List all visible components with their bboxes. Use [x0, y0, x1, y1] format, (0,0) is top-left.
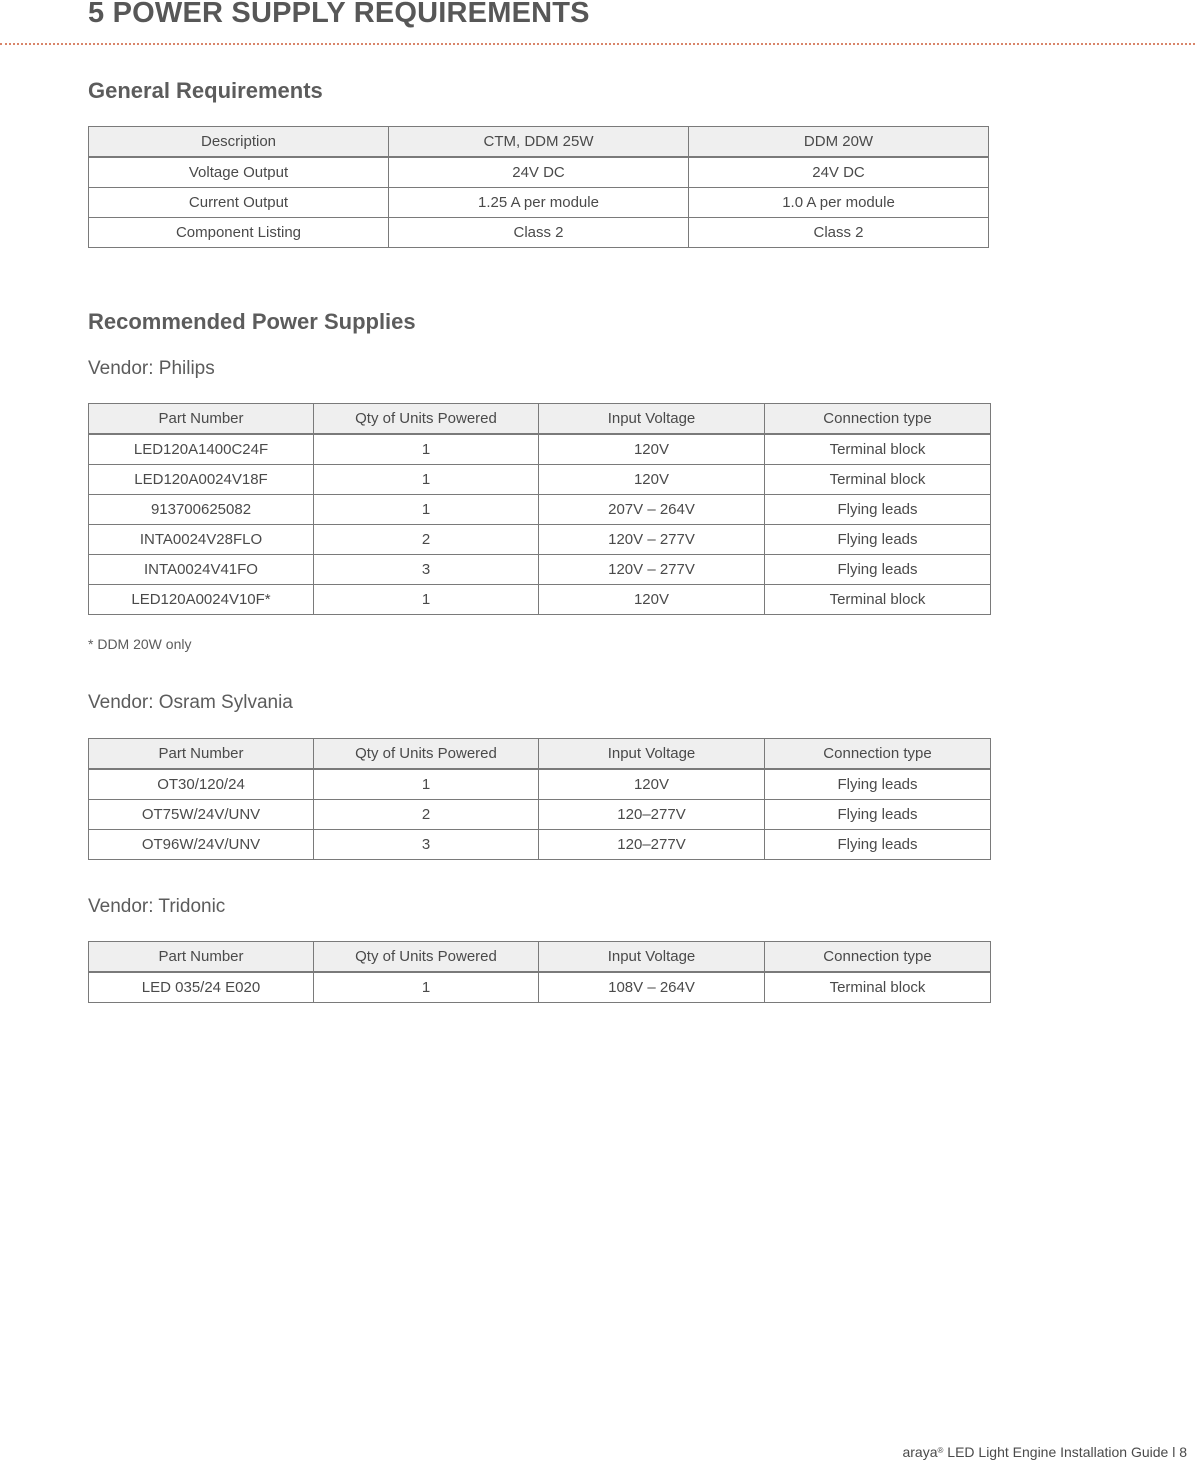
- table-cell: Terminal block: [765, 972, 991, 1003]
- table-row: [89, 800, 991, 830]
- table-cell: 1.0 A per module: [689, 188, 989, 218]
- column-header: Qty of Units Powered: [314, 942, 539, 973]
- table-header-row: [89, 739, 991, 770]
- table-cell: OT75W/24V/UNV: [89, 800, 314, 830]
- table-header-row: [89, 942, 991, 973]
- table-cell: 913700625082: [89, 495, 314, 525]
- table-cell: Flying leads: [765, 555, 991, 585]
- table-cell: LED 035/24 E020: [89, 972, 314, 1003]
- column-header: Qty of Units Powered: [314, 739, 539, 770]
- table-cell: LED120A0024V18F: [89, 465, 314, 495]
- column-header: Connection type: [765, 739, 991, 770]
- philips-footnote: * DDM 20W only: [88, 636, 192, 652]
- table-header-row: [89, 404, 991, 435]
- osram-table: [88, 738, 991, 860]
- footer-text: LED Light Engine Installation Guide l 8: [943, 1444, 1187, 1460]
- table-cell: Terminal block: [765, 434, 991, 465]
- column-header: Input Voltage: [539, 739, 765, 770]
- table-cell: 1: [314, 495, 539, 525]
- table-cell: Class 2: [689, 218, 989, 248]
- table-cell: INTA0024V28FLO: [89, 525, 314, 555]
- column-header: DDM 20W: [689, 127, 989, 158]
- table-cell: Class 2: [389, 218, 689, 248]
- column-header: Qty of Units Powered: [314, 404, 539, 435]
- philips-table: [88, 403, 991, 615]
- column-header: Part Number: [89, 942, 314, 973]
- table-cell: 120V: [539, 465, 765, 495]
- table-cell: 120V – 277V: [539, 555, 765, 585]
- table-cell: Voltage Output: [89, 157, 389, 188]
- table-cell: 120V – 277V: [539, 525, 765, 555]
- table-cell: 24V DC: [689, 157, 989, 188]
- table-cell: 1: [314, 585, 539, 615]
- table-cell: 120–277V: [539, 800, 765, 830]
- column-header: Input Voltage: [539, 942, 765, 973]
- table-cell: 120–277V: [539, 830, 765, 860]
- table-cell: 1: [314, 434, 539, 465]
- table-cell: 108V – 264V: [539, 972, 765, 1003]
- footer-brand: araya: [902, 1444, 938, 1460]
- table-row: [89, 555, 991, 585]
- general-requirements-table: [88, 126, 989, 248]
- table-cell: INTA0024V41FO: [89, 555, 314, 585]
- table-header-row: [89, 127, 989, 158]
- table-row: [89, 465, 991, 495]
- table-row: [89, 525, 991, 555]
- table-row: [89, 495, 991, 525]
- table-cell: 1: [314, 972, 539, 1003]
- table-row: [89, 830, 991, 860]
- title-divider: [0, 43, 1195, 45]
- table-row: [89, 218, 989, 248]
- table-cell: Terminal block: [765, 465, 991, 495]
- table-cell: 1: [314, 769, 539, 800]
- table-cell: 3: [314, 555, 539, 585]
- registered-mark: ®: [937, 1446, 944, 1455]
- table-cell: Flying leads: [765, 495, 991, 525]
- column-header: Part Number: [89, 404, 314, 435]
- table-cell: OT96W/24V/UNV: [89, 830, 314, 860]
- table-cell: 2: [314, 525, 539, 555]
- table-cell: Component Listing: [89, 218, 389, 248]
- column-header: Part Number: [89, 739, 314, 770]
- table-cell: OT30/120/24: [89, 769, 314, 800]
- table-cell: 120V: [539, 434, 765, 465]
- recommended-power-supplies-heading: Recommended Power Supplies: [88, 309, 416, 334]
- general-requirements-heading: General Requirements: [88, 78, 323, 103]
- table-cell: 207V – 264V: [539, 495, 765, 525]
- table-row: [89, 972, 991, 1003]
- table-cell: 120V: [539, 585, 765, 615]
- table-row: [89, 585, 991, 615]
- page-title: 5 POWER SUPPLY REQUIREMENTS: [88, 0, 590, 29]
- table-row: [89, 769, 991, 800]
- table-cell: Terminal block: [765, 585, 991, 615]
- table-row: [89, 188, 989, 218]
- table-cell: Current Output: [89, 188, 389, 218]
- table-cell: LED120A0024V10F*: [89, 585, 314, 615]
- table-row: [89, 157, 989, 188]
- table-cell: Flying leads: [765, 830, 991, 860]
- column-header: Connection type: [765, 404, 991, 435]
- table-cell: 1.25 A per module: [389, 188, 689, 218]
- table-cell: LED120A1400C24F: [89, 434, 314, 465]
- column-header: Description: [89, 127, 389, 158]
- table-cell: Flying leads: [765, 800, 991, 830]
- column-header: Connection type: [765, 942, 991, 973]
- column-header: Input Voltage: [539, 404, 765, 435]
- table-cell: 120V: [539, 769, 765, 800]
- table-cell: 1: [314, 465, 539, 495]
- table-cell: Flying leads: [765, 769, 991, 800]
- vendor-philips-label: Vendor: Philips: [88, 358, 215, 379]
- table-cell: 3: [314, 830, 539, 860]
- tridonic-table: [88, 941, 991, 1003]
- vendor-osram-label: Vendor: Osram Sylvania: [88, 692, 293, 713]
- vendor-tridonic-label: Vendor: Tridonic: [88, 896, 226, 917]
- table-row: [89, 434, 991, 465]
- page-footer: [902, 1443, 1187, 1461]
- column-header: CTM, DDM 25W: [389, 127, 689, 158]
- table-cell: 2: [314, 800, 539, 830]
- table-cell: Flying leads: [765, 525, 991, 555]
- table-cell: 24V DC: [389, 157, 689, 188]
